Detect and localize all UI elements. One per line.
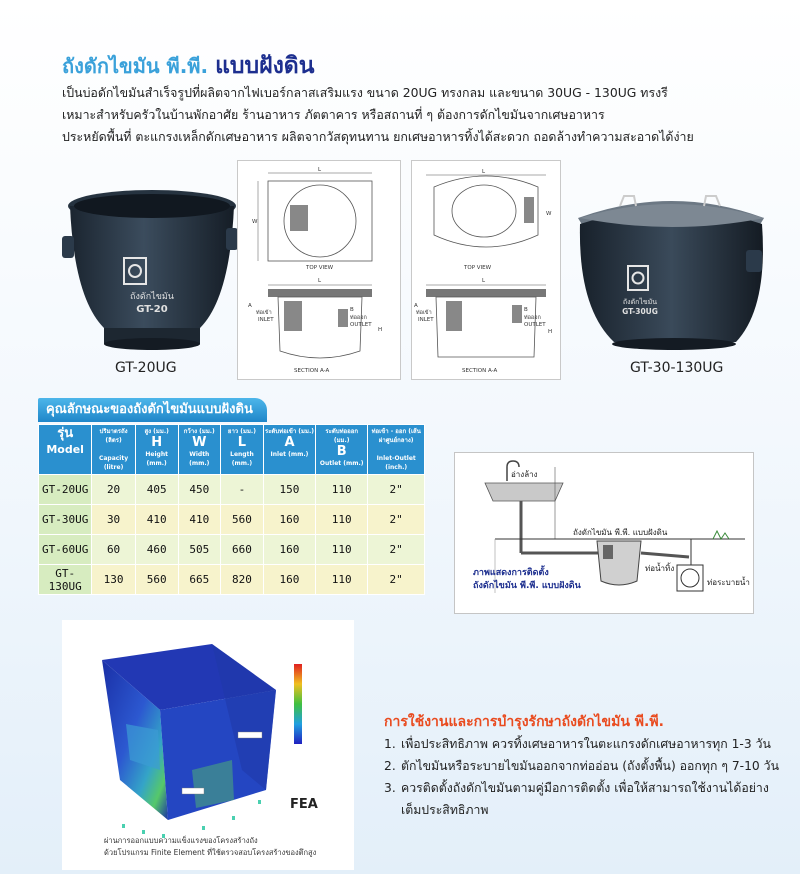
intro-line: เป็นบ่อดักไขมันสำเร็จรูปที่ผลิตจากไฟเบอร์กลาสเสริมแรง ขนาด 20UG ทรงกลม และขนาด 30UG - 130UG ทรงรี <box>62 85 668 100</box>
drain-out-label: ท่อน้ำทิ้ง <box>645 564 675 573</box>
cell: 110 <box>316 475 368 505</box>
cell: 110 <box>316 565 368 595</box>
table-row <box>39 565 425 595</box>
intro-text <box>62 82 782 148</box>
cell: 150 <box>263 475 315 505</box>
dim-a: A <box>248 303 252 309</box>
tank-model: GT-30UG <box>622 307 658 316</box>
table-row <box>39 475 425 505</box>
cell: 110 <box>316 505 368 535</box>
caption-gt30: GT-30-130UG <box>630 360 724 376</box>
dim-a: A <box>414 303 418 309</box>
spec-heading: คุณลักษณะของถังดักไขมันแบบฝังดิน <box>38 398 267 422</box>
outlet-th: ท่อออก <box>524 315 541 321</box>
cell: 410 <box>135 505 178 535</box>
drawing-gt20 <box>237 160 401 380</box>
list-item: เต็มประสิทธิภาพ <box>401 803 489 817</box>
cell: 660 <box>221 535 264 565</box>
section-label: SECTION A-A <box>294 368 330 374</box>
cell: 560 <box>135 565 178 595</box>
cell: 130 <box>92 565 136 595</box>
cell: 20 <box>92 475 136 505</box>
dim-l2: L <box>318 278 322 284</box>
table-row <box>39 505 425 535</box>
col-length: ยาว (มม.) L Length (mm.) <box>221 425 264 475</box>
intro-line: เหมาะสำหรับครัวในบ้านพักอาศัย ร้านอาหาร ภัตตาคาร หรือสถานที่ ๆ ต้องการดักไขมันจากเศษอาหาร <box>62 107 605 122</box>
cell: 2" <box>368 505 425 535</box>
dim-l: L <box>318 167 322 173</box>
tank-label: ถังดักไขมัน <box>130 292 174 302</box>
cell-model: GT-20UG <box>39 475 92 505</box>
dim-h: H <box>548 329 553 335</box>
cell: 160 <box>263 535 315 565</box>
inlet-th: ท่อเข้า <box>256 310 272 316</box>
drawing-gt30 <box>411 160 561 380</box>
spec-header-row <box>39 425 425 475</box>
spec-table <box>38 424 425 595</box>
dim-l: L <box>482 169 486 175</box>
cell-model: GT-60UG <box>39 535 92 565</box>
cell: 505 <box>178 535 220 565</box>
col-model: รุ่น Model <box>39 425 92 475</box>
dim-h: H <box>378 327 383 333</box>
install-caption-2: ถังดักไขมัน พี.พี. แบบฝังดิน <box>473 581 581 591</box>
col-outlet: ระดับท่อออก (มม.) B Outlet (mm.) <box>316 425 368 475</box>
section-label: SECTION A-A <box>462 368 498 374</box>
dim-b: B <box>524 307 528 313</box>
cell: 2" <box>368 565 425 595</box>
install-caption-1: ภาพแสดงการติดตั้ง <box>473 568 549 578</box>
col-inlet: ระดับท่อเข้า (มม.) A Inlet (mm.) <box>263 425 315 475</box>
cell: 460 <box>135 535 178 565</box>
product-photo-gt20 <box>60 178 240 356</box>
fea-label: FEA <box>290 797 318 812</box>
inlet-th: ท่อเข้า <box>416 310 432 316</box>
cell: 450 <box>178 475 220 505</box>
tank-model: GT-20 <box>136 304 168 315</box>
cell: 405 <box>135 475 178 505</box>
tank-label: ถังดักไขมัน <box>622 298 658 306</box>
fea-render <box>62 620 354 870</box>
cell: 110 <box>316 535 368 565</box>
table-row <box>39 535 425 565</box>
cell: 2" <box>368 535 425 565</box>
col-capacity: ปริมาตรถัง (ลิตร) Capacity (litre) <box>92 425 136 475</box>
outlet: OUTLET <box>350 322 372 328</box>
fea-panel <box>62 620 354 870</box>
inlet: INLET <box>258 317 274 323</box>
list-item: 2. ตักไขมันหรือระบายไขมันออกจากท่ออ่อน (ถังตั้งพื้น) ออกทุก ๆ 7-10 วัน <box>384 759 779 773</box>
col-pipe-diameter: ท่อเข้า - ออก (เส้นผ่าศูนย์กลาง) Inlet-Outlet (inch.) <box>368 425 425 475</box>
outlet-th: ท่อออก <box>350 315 367 321</box>
installation-diagram <box>454 452 754 614</box>
caption-gt20: GT-20UG <box>115 360 177 376</box>
cell: 160 <box>263 505 315 535</box>
col-width: กว้าง (มม.) W Width (mm.) <box>178 425 220 475</box>
page-title <box>62 48 314 84</box>
cell-model: GT-30UG <box>39 505 92 535</box>
title-part1: ถังดักไขมัน พี.พี. <box>62 54 209 78</box>
fea-caption <box>104 835 316 859</box>
fea-caption-line: ด้วยโปรแกรม Finite Element ที่ใช้ตรวจสอบโครงสร้างของตึกสูง <box>104 848 317 857</box>
intro-line: ประหยัดพื้นที่ ตะแกรงเหล็กดักเศษอาหาร ผลิตจากวัสดุทนทาน ยกเศษอาหารทิ้งได้สะดวก ถอดล้างทำความสะอาดได้ง่าย <box>62 129 694 144</box>
sink-label: อ่างล้าง <box>511 470 538 479</box>
cell: 2" <box>368 475 425 505</box>
cell: 665 <box>178 565 220 595</box>
cell: 60 <box>92 535 136 565</box>
cell: 410 <box>178 505 220 535</box>
cell: 160 <box>263 565 315 595</box>
dim-l2: L <box>482 278 486 284</box>
dim-w: W <box>252 219 258 225</box>
trap-label: ถังดักไขมัน พี.พี. แบบฝังดิน <box>573 528 668 537</box>
cell: 560 <box>221 505 264 535</box>
col-height: สูง (มม.) H Height (mm.) <box>135 425 178 475</box>
usage-title: การใช้งานและการบำรุงรักษาถังดักไขมัน พี.พี. <box>384 714 664 730</box>
outlet: OUTLET <box>524 322 546 328</box>
fea-caption-line: ผ่านการออกแบบความแข็งแรงของโครงสร้างถัง <box>104 836 258 845</box>
product-photo-gt30 <box>568 188 778 356</box>
cell: 30 <box>92 505 136 535</box>
cell-model: GT-130UG <box>39 565 92 595</box>
usage-list <box>384 733 784 821</box>
title-part2: แบบฝังดิน <box>215 53 315 79</box>
drain-pipe-label: ท่อระบายน้ำ <box>707 578 750 587</box>
cell: - <box>221 475 264 505</box>
list-item: 1. เพื่อประสิทธิภาพ ควรทิ้งเศษอาหารในตะแกรงดักเศษอาหารทุก 1-3 วัน <box>384 737 771 751</box>
list-item: 3. ควรติดตั้งถังดักไขมันตามคู่มือการติดตั้ง เพื่อให้สามารถใช้งานได้อย่าง <box>384 781 769 795</box>
dim-w: W <box>546 211 552 217</box>
dim-b: B <box>350 307 354 313</box>
cell: 820 <box>221 565 264 595</box>
top-view-label: TOP VIEW <box>306 265 334 271</box>
inlet: INLET <box>418 317 434 323</box>
top-view-label: TOP VIEW <box>464 265 492 271</box>
